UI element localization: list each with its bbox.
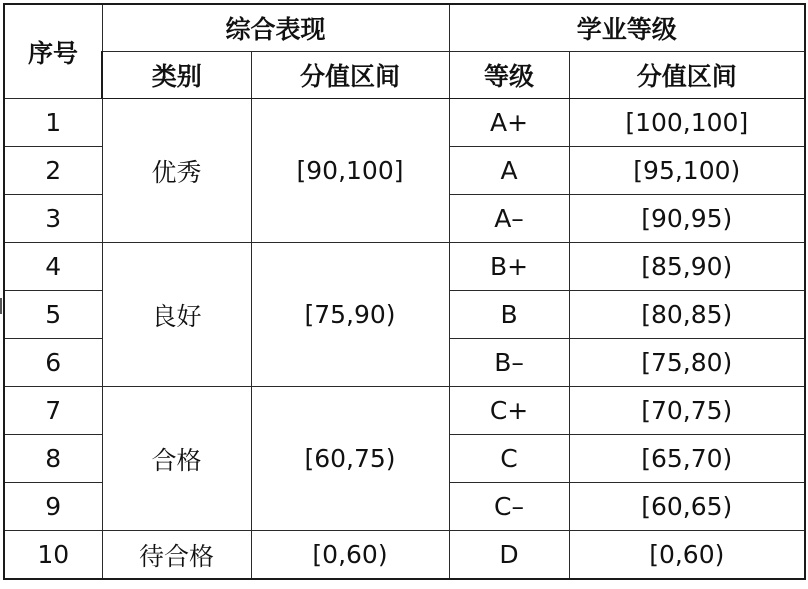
group-range: [75,90)	[251, 243, 449, 387]
header-academic: 学业等级	[449, 4, 805, 52]
table-row	[4, 387, 805, 435]
group-category: 良好	[102, 243, 251, 387]
row-grade: D	[449, 531, 569, 580]
row-grade: A–	[449, 195, 569, 243]
table-row	[4, 99, 805, 147]
scan-edge-mark	[0, 298, 2, 314]
row-grade: B–	[449, 339, 569, 387]
group-category: 待合格	[102, 531, 251, 580]
header-index: 序号	[4, 4, 102, 99]
row-grade: C	[449, 435, 569, 483]
row-index: 6	[4, 339, 102, 387]
row-index: 10	[4, 531, 102, 580]
group-category: 优秀	[102, 99, 251, 243]
row-index: 9	[4, 483, 102, 531]
header-row-sub	[4, 52, 805, 99]
row-range: [60,65)	[569, 483, 805, 531]
row-grade: A	[449, 147, 569, 195]
grade-table	[3, 3, 806, 580]
row-grade: C+	[449, 387, 569, 435]
header-row-top	[4, 4, 805, 52]
row-index: 3	[4, 195, 102, 243]
row-index: 7	[4, 387, 102, 435]
group-range: [90,100]	[251, 99, 449, 243]
row-range: [90,95)	[569, 195, 805, 243]
row-grade: B+	[449, 243, 569, 291]
header-range-grade: 分值区间	[569, 52, 805, 99]
row-range: [70,75)	[569, 387, 805, 435]
row-range: [65,70)	[569, 435, 805, 483]
row-grade: B	[449, 291, 569, 339]
row-grade: C–	[449, 483, 569, 531]
header-category: 类别	[102, 52, 251, 99]
row-index: 2	[4, 147, 102, 195]
row-index: 4	[4, 243, 102, 291]
row-index: 1	[4, 99, 102, 147]
group-range: [60,75)	[251, 387, 449, 531]
row-grade: A+	[449, 99, 569, 147]
row-index: 8	[4, 435, 102, 483]
header-grade: 等级	[449, 52, 569, 99]
row-range: [85,90)	[569, 243, 805, 291]
table-row	[4, 531, 805, 580]
table-row	[4, 243, 805, 291]
header-range-overall: 分值区间	[251, 52, 449, 99]
row-range: [100,100]	[569, 99, 805, 147]
row-index: 5	[4, 291, 102, 339]
row-range: [75,80)	[569, 339, 805, 387]
row-range: [0,60)	[569, 531, 805, 580]
row-range: [80,85)	[569, 291, 805, 339]
group-range: [0,60)	[251, 531, 449, 580]
group-category: 合格	[102, 387, 251, 531]
row-range: [95,100)	[569, 147, 805, 195]
header-overall: 综合表现	[102, 4, 449, 52]
